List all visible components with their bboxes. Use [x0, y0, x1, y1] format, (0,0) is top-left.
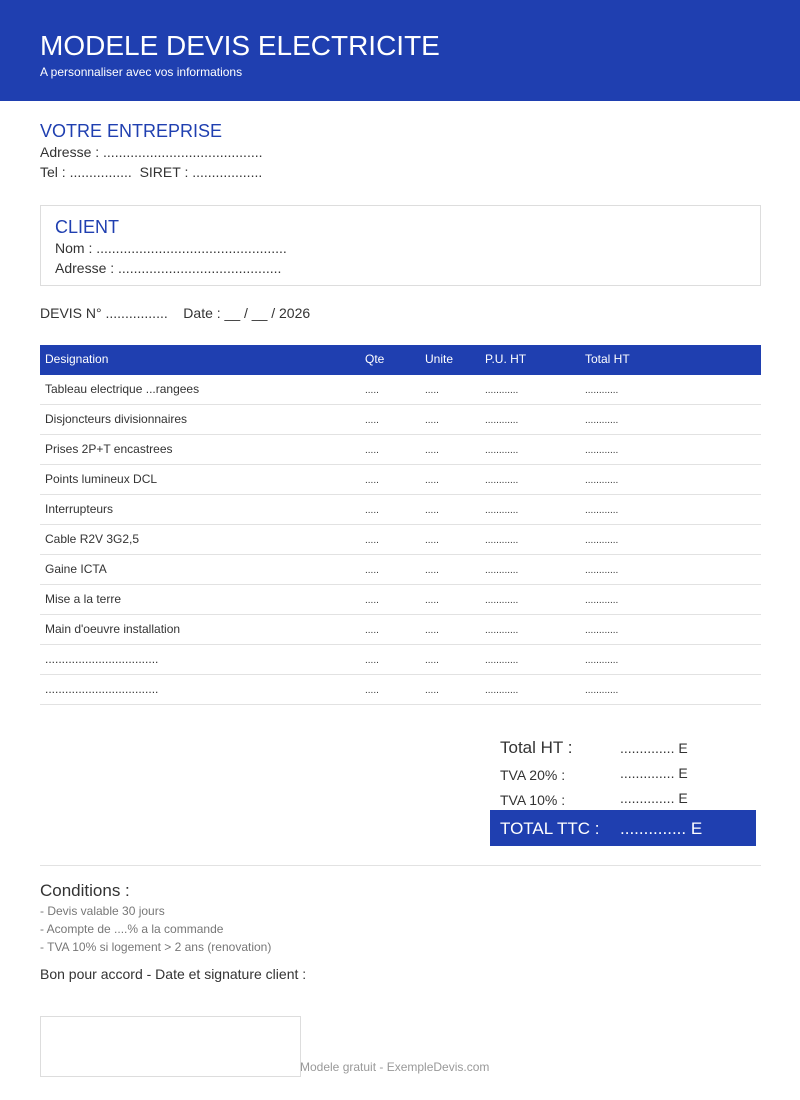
cell-designation: Gaine ICTA: [45, 562, 107, 576]
cell-unite: .....: [425, 595, 439, 606]
footer-credit: Modele gratuit - ExempleDevis.com: [300, 1060, 490, 1074]
cell-designation: Mise a la terre: [45, 592, 122, 606]
divider: [40, 865, 761, 866]
condition-item: - Devis valable 30 jours: [40, 904, 165, 918]
cell-total: ............: [585, 595, 619, 606]
cell-qte: .....: [365, 415, 379, 426]
tva20-value: .............. E: [620, 765, 688, 781]
cell-total: ............: [585, 415, 619, 426]
total-ttc-label: TOTAL TTC :: [500, 819, 600, 838]
cell-pu: ............: [485, 505, 519, 516]
cell-designation: Cable R2V 3G2,5: [45, 532, 140, 546]
total-ht-label: Total HT :: [500, 738, 573, 757]
cell-pu: ............: [485, 475, 519, 486]
header-total: Total HT: [585, 352, 630, 366]
cell-total: ............: [585, 625, 619, 636]
table-row: [40, 585, 761, 615]
cell-unite: .....: [425, 385, 439, 396]
condition-item: - Acompte de ....% a la commande: [40, 922, 224, 936]
cell-designation: Main d'oeuvre installation: [45, 622, 181, 636]
tva10-value: .............. E: [620, 790, 688, 806]
company-contact: Tel : ................ SIRET : ..................: [40, 164, 263, 180]
company-address: Adresse : .........................................: [40, 144, 263, 160]
company-title: VOTRE ENTREPRISE: [40, 121, 223, 141]
table-row: [40, 615, 761, 645]
client-address: Adresse : ..........................................: [55, 260, 282, 276]
total-ttc-value: .............. E: [620, 819, 703, 838]
cell-unite: .....: [425, 505, 439, 516]
table-row: [40, 465, 761, 495]
conditions-title: Conditions :: [40, 881, 130, 900]
table-header: [40, 345, 761, 375]
cell-designation: Tableau electrique ...rangees: [45, 382, 200, 396]
total-ht-value: .............. E: [620, 740, 688, 756]
cell-qte: .....: [365, 535, 379, 546]
table-row: [40, 645, 761, 675]
cell-unite: .....: [425, 445, 439, 456]
cell-total: ............: [585, 475, 619, 486]
table-row: [40, 435, 761, 465]
page-header: [0, 0, 800, 101]
cell-qte: .....: [365, 685, 379, 696]
cell-designation: ..................................: [45, 682, 159, 696]
cell-designation: Points lumineux DCL: [45, 472, 158, 486]
company-section: [40, 120, 440, 182]
cell-qte: .....: [365, 445, 379, 456]
table-row: [40, 675, 761, 705]
cell-pu: ............: [485, 415, 519, 426]
table-row: [40, 405, 761, 435]
cell-pu: ............: [485, 655, 519, 666]
cell-pu: ............: [485, 535, 519, 546]
cell-qte: .....: [365, 655, 379, 666]
total-ht-row: [500, 733, 760, 758]
client-name: Nom : .................................................: [55, 240, 287, 256]
header-unite: Unite: [425, 352, 454, 366]
cell-total: ............: [585, 685, 619, 696]
cell-unite: .....: [425, 625, 439, 636]
table-body: [40, 375, 761, 705]
condition-item: - TVA 10% si logement > 2 ans (renovation): [40, 940, 272, 954]
cell-qte: .....: [365, 595, 379, 606]
cell-designation: Prises 2P+T encastrees: [45, 442, 173, 456]
tva10-label: TVA 10% :: [500, 792, 566, 808]
cell-total: ............: [585, 445, 619, 456]
approval-label: Bon pour accord - Date et signature client :: [40, 966, 307, 982]
cell-pu: ............: [485, 595, 519, 606]
conditions-section: [40, 880, 540, 956]
cell-qte: .....: [365, 625, 379, 636]
cell-total: ............: [585, 535, 619, 546]
cell-total: ............: [585, 505, 619, 516]
cell-designation: Interrupteurs: [45, 502, 114, 516]
signature-box[interactable]: [40, 1016, 301, 1077]
table-row: [40, 375, 761, 405]
cell-qte: .....: [365, 385, 379, 396]
client-box: [40, 205, 761, 286]
cell-unite: .....: [425, 685, 439, 696]
cell-pu: ............: [485, 385, 519, 396]
table-row: [40, 495, 761, 525]
cell-pu: ............: [485, 565, 519, 576]
cell-qte: .....: [365, 505, 379, 516]
cell-total: ............: [585, 385, 619, 396]
cell-unite: .....: [425, 475, 439, 486]
cell-unite: .....: [425, 655, 439, 666]
cell-qte: .....: [365, 565, 379, 576]
cell-unite: .....: [425, 415, 439, 426]
cell-total: ............: [585, 655, 619, 666]
tva20-row: [500, 758, 760, 783]
cell-designation: Disjoncteurs divisionnaires: [45, 412, 188, 426]
tva20-label: TVA 20% :: [500, 767, 566, 783]
items-table: [40, 345, 761, 705]
document-subtitle: A personnaliser avec vos informations: [40, 65, 243, 79]
total-ttc-box: [490, 810, 756, 846]
cell-pu: ............: [485, 685, 519, 696]
header-designation: Designation: [45, 352, 109, 366]
cell-unite: .....: [425, 535, 439, 546]
table-row: [40, 555, 761, 585]
client-title: CLIENT: [55, 217, 120, 237]
table-row: [40, 525, 761, 555]
cell-qte: .....: [365, 475, 379, 486]
tva10-row: [500, 783, 760, 808]
cell-pu: ............: [485, 625, 519, 636]
cell-unite: .....: [425, 565, 439, 576]
header-qte: Qte: [365, 352, 385, 366]
cell-total: ............: [585, 565, 619, 576]
document-title: MODELE DEVIS ELECTRICITE: [40, 30, 440, 61]
header-pu: P.U. HT: [485, 352, 527, 366]
cell-pu: ............: [485, 445, 519, 456]
totals-block: [500, 733, 760, 808]
cell-designation: ..................................: [45, 652, 159, 666]
devis-number-date: DEVIS N° ................ Date : __ / __ / 2026: [40, 305, 311, 321]
